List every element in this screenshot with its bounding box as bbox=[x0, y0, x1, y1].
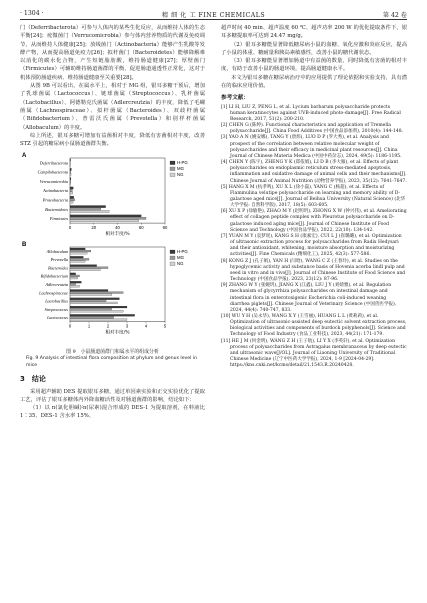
running-header bbox=[20, 8, 407, 20]
references-heading: 参考文献： bbox=[221, 95, 249, 102]
plot-frame bbox=[70, 158, 165, 223]
bar bbox=[70, 286, 80, 288]
bar bbox=[70, 265, 97, 267]
x-tick-label: 1 bbox=[87, 324, 91, 330]
bar bbox=[70, 178, 71, 180]
category-label: Adlercreutzia bbox=[45, 282, 68, 288]
x-tick-label: 20 bbox=[91, 225, 97, 231]
panel-label: B bbox=[22, 242, 27, 249]
bar bbox=[70, 319, 127, 321]
bar bbox=[70, 251, 91, 253]
bar bbox=[70, 206, 106, 208]
category-label: Bacteroides bbox=[48, 265, 68, 271]
bar bbox=[70, 311, 123, 313]
bar bbox=[70, 307, 127, 309]
legend-swatch bbox=[170, 161, 175, 165]
bar bbox=[70, 300, 106, 302]
category-label: Verrucomicrobia bbox=[39, 179, 68, 185]
bar bbox=[70, 317, 114, 319]
x-tick-label: 4 bbox=[144, 324, 148, 330]
body-paragraph: 本文为银耳多糖在糖尿病治疗中的应用提供了理论依据和实验支持，具有潜在的临床应用价值。 bbox=[221, 74, 407, 90]
bar bbox=[70, 218, 146, 220]
bar bbox=[70, 199, 75, 201]
category-label: Firmicutes bbox=[49, 216, 68, 222]
bar bbox=[70, 269, 100, 271]
legend-swatch bbox=[170, 167, 175, 171]
legend-label: MG bbox=[177, 255, 184, 261]
bar bbox=[70, 211, 109, 213]
bar bbox=[70, 171, 71, 173]
journal-name: 精 细 化 工 FINE CHEMICALS bbox=[161, 12, 266, 19]
bar bbox=[70, 159, 71, 161]
figure-caption-cn: 图 9 小鼠肠道菌群门和属水平的组成分析 bbox=[66, 349, 159, 356]
x-axis-label: 相对丰度/% bbox=[105, 232, 130, 238]
body-paragraph: 综上所述，银耳多糖可增加有益菌相对丰度，降低有害菌相对丰度，改善 STZ 引起的糖尿病小鼠肠道菌群失衡。 bbox=[20, 132, 205, 148]
reference-item: [3] YAO A N (姚安娜), TANG Y (唐炜), LUO D P (罗大秀), et al. Analysis and prospect of the correlation between relative molecular weight of polysaccharides and their efficacy in medicinal plant resources[J]. China Journal of Chinese Materia Medica (中国中药杂志), 2024, 49(5): 1186-1195. bbox=[221, 135, 402, 159]
category-label: Proteobacteria bbox=[42, 197, 68, 203]
bar bbox=[70, 315, 135, 317]
reference-item: [6] XU X P (徐敏艳), ZHAO M Y (赵明玥), ZHONG X W (钟兴伟), et al. Ameliorating effect of collagen peptide complex with Pleurotus polysaccharide on D-galactose induced aging mice[J]. Journal of Chinese Institute of Food Science and Technology (中国食品学报), 2022, 22(10): 134-142. bbox=[221, 209, 407, 233]
category-label: Campilobacterota bbox=[37, 170, 68, 176]
legend-swatch bbox=[170, 256, 175, 260]
category-label: Actinobacteria bbox=[43, 188, 68, 194]
reference-item: [4] CHEN Y (陈宇), ZHENG Y K (郑依娟), LI D B (李大雁), et al. Effects of plant polysaccharides on endoplasmic reticulum stress-mediated apoptosis, inflammation and oxidative damage of animal cells and their mechanisms[J]. Chinese Journal of Animal Nutrition (动物营养学报), 2023, 35(12): 7641-7647. bbox=[221, 160, 407, 184]
bar bbox=[70, 202, 73, 204]
x-tick-label: 0 bbox=[68, 225, 72, 231]
bar bbox=[70, 309, 112, 311]
bar bbox=[70, 215, 141, 217]
bar bbox=[70, 290, 108, 292]
left-column bbox=[20, 24, 205, 421]
category-label: Lachnospiraceae bbox=[39, 290, 68, 296]
legend-label: NG bbox=[177, 261, 184, 267]
bar bbox=[70, 298, 119, 300]
section-title: 3 结论 bbox=[20, 375, 46, 384]
bar bbox=[70, 302, 118, 304]
bar bbox=[70, 180, 71, 182]
bar bbox=[70, 174, 71, 176]
bar bbox=[70, 284, 76, 286]
body-paragraph: 门（Deferribacterota）可参与人体内的某些生化反应，从而维持人体的生态平衡[24]；疣微菌门（Verrucomicrobia）参与体内营养物质的代谢及免疫调节，从而维持人体健康[25]；放线菌门（Actinobacteria）能够产生乳酸等发酵产物，从而提高肠道免疫力[26]；拟杆菌门（Bacteroidetes）能够降解难以消化的碳水化合物，产生短链脂肪酸，维持肠道健康[27]；厚壁菌门（Firmicutes）可辅助维持肠道菌群的平衡，促进肠道通透性正常化，这对于机体预防肠道疾病、维持肠道健康至关重要[28]。 bbox=[20, 25, 205, 81]
bar bbox=[70, 169, 71, 171]
body-paragraph: 从图 9B 可以看出，在属水平上，相对于 MG 组，银耳多糖干预后，增加了乳球菌属（Lactococcus）、链球菌属（Streptococcus）、乳杆菌属（Lactobacillus）、阿德勒克氏菌属（Adlercreutzia）的丰度，降低了毛螺菌属（Lachnospiraceae）、拟杆菌属（Bacteroides）、双歧杆菌属（Bifidobacterium）、普雷沃氏菌属（Prevotella）和别样杆菌属（Allobaculum）的丰度。 bbox=[20, 83, 205, 131]
legend-swatch bbox=[170, 262, 175, 266]
x-tick-label: 80 bbox=[162, 225, 168, 231]
reference-item: [2] CHEN G (陈婷). Functional characteristics and application of Tremella polysaccharide[J]. China Food Additives (中国食品添加剂), 2010(4): 144-148. bbox=[221, 123, 404, 135]
figure-9-chart bbox=[20, 151, 205, 347]
legend-label: H-PG bbox=[177, 249, 188, 255]
bar bbox=[70, 192, 73, 194]
category-label: Lactococcus bbox=[47, 315, 68, 321]
panel-label: A bbox=[22, 153, 27, 160]
x-tick-label: 40 bbox=[115, 225, 120, 231]
bar bbox=[70, 248, 85, 250]
bar bbox=[70, 273, 76, 275]
bar bbox=[70, 208, 101, 210]
x-tick-label: 5 bbox=[163, 324, 167, 330]
legend-label: MG bbox=[177, 166, 184, 172]
bar bbox=[70, 282, 81, 284]
bar bbox=[70, 187, 73, 189]
figure-9 bbox=[20, 151, 205, 369]
bar bbox=[70, 183, 71, 185]
category-label: Prevotella bbox=[50, 257, 68, 263]
bar bbox=[70, 278, 78, 280]
bar bbox=[70, 257, 83, 259]
bar bbox=[70, 220, 139, 222]
bar bbox=[70, 294, 112, 296]
reference-item: [7] YUAN M Y (袁梦瑶), KANG S H (康素宏), CUI L J (崔璐璐), et al. Optimization of ultrasonic extraction process for polysaccharides from Radix Hedysari and their antioxidant, whitening, moisture absorption and moisturizing activities[J]. Fine Chemicals (精细化工), 2025, 42(3): 577-586. bbox=[221, 233, 402, 258]
bar bbox=[70, 190, 72, 192]
bar bbox=[70, 197, 74, 199]
bar bbox=[70, 261, 85, 263]
x-tick-label: 0 bbox=[68, 324, 72, 330]
x-tick-label: 60 bbox=[138, 225, 144, 231]
legend-label: H-PG bbox=[177, 160, 188, 166]
reference-item: [5] HANG X M (杭孝鸣), XU X L (徐小磊), YANG C (杨超), et al. Effects of Flammulina velutipe polysaccharide on learning and memory ability of D-galactose aged mice[J]. Journal of Beihua University (Natural Science) (北华大学学报: 自然科学版), 2017, 18(5): 603-605. bbox=[221, 184, 406, 209]
conclusion-paragraph: 采用超声辅助 DES 提取银耳多糖，通过单因素实验和正交实验优化了提取工艺，评估了银耳多糖体内外降血糖活性及对肠道菌群的影响，结论如下： bbox=[20, 388, 205, 403]
bar bbox=[70, 253, 87, 255]
bar bbox=[70, 292, 123, 294]
right-column bbox=[221, 24, 407, 369]
reference-item: [10] WU Y H (吴永华), WANG X Y (王雪丽), HUANG L L (黄莉莉), et al. Optimization of ultrasonic-assisted deep eutectic solvent extraction process, biological activities and components of burdock polyphenols[J]. Science and Technology of Food Industry (食品工业科技), 2023, 44(21): 171-179. bbox=[221, 313, 407, 338]
body-paragraph: （3）银耳多糖能显著增加肠道中有益菌的数量，同时降低有害菌的相对丰度，有助于改善小鼠的肠道环境，提高肠道健康水平。 bbox=[221, 58, 407, 73]
category-label: Lactobacillus bbox=[45, 299, 68, 305]
category-label: Streptococcus bbox=[44, 307, 68, 313]
reference-item: [8] KONG Z J (孔子娟), YAN H (闫晗), WANG C Z (王春玲), et al. Studies on the hypoglycemic activity and substance basis of Hovenia acerba lindl pulp and seed in vitro and in vivo[J]. Journal of Chinese Institute of Food Science and Technology (中国食品学报), 2023, 23(12): 87-96. bbox=[221, 258, 406, 283]
category-label: Bacteroidetes bbox=[45, 207, 68, 213]
x-tick-label: 2 bbox=[106, 324, 110, 330]
reference-item: [11] HE J M (何金明), WANG Z H (王子航), LI Y X (李英轩), et al. Optimization process of polysaccharides from Astragalus membranaceus by deep eutectic and ultrasonic wave[J/OL]. Journal of Liaoning University of Traditional Chinese Medicine (辽宁中医药大学学报), 2024, 1-9 [2024-04-29]. https://kns.cnki.net/kcms/detail/21.1543.R.20240428. bbox=[221, 338, 407, 369]
bar bbox=[70, 275, 80, 277]
legend-swatch bbox=[170, 173, 175, 177]
figure-caption-en: Fig. 9 Analysis of intestinal flora composition at phylum and genus level in mice bbox=[26, 356, 198, 368]
x-tick-label: 3 bbox=[125, 324, 129, 330]
category-label: Deferribacterota bbox=[39, 160, 68, 166]
volume-label: 第 42 卷 bbox=[382, 12, 407, 19]
legend-swatch bbox=[170, 250, 175, 254]
body-paragraph: （2）银耳多糖能显著降低糖尿病小鼠的血糖、氧化应激和炎症反应，提高了小鼠的体重、糖耐量和胰岛素敏感性，改善小鼠的糖代谢状态。 bbox=[221, 41, 407, 56]
category-label: Allobaculum bbox=[46, 249, 68, 255]
category-label: Bifidobacterium bbox=[40, 274, 68, 280]
legend-label: NG bbox=[177, 172, 184, 178]
bar bbox=[70, 259, 89, 261]
reference-item: [1] LI H, LIU Z, PENG L, et al. Lycium barbarum polysaccharide protects human keratinocytes against UVB-induced photo-damage[J]. Free Radical Research, 2017, 51(2): 200-210. bbox=[221, 104, 401, 122]
page-number: · 1304 · bbox=[20, 10, 44, 17]
reference-list bbox=[221, 105, 407, 370]
body-paragraph: 超声时间 40 min、超声温度 60 ℃、超声功率 200 W 的优化提取条件下，银耳多糖提取率可达到 24.47 mg/g。 bbox=[221, 25, 407, 40]
bar bbox=[70, 267, 108, 269]
reference-item: [9] ZHANG W Y (张婉玥), JIANG X (江鑫), LIU J Y (刘婧雅), et al. Regulation mechanism of glycyrrhiza polysaccharides on intestinal damage and intestinal flora in enterotoxigenic Escherichia coli-induced weaning diarrhea piglets[J]. Chinese Journal of Veterinary Science (中国兽医学报), 2024, 44(4): 740-747, 833. bbox=[221, 283, 397, 313]
x-axis-label: 相对丰度/% bbox=[105, 331, 130, 337]
conclusion-paragraph: （1）以 n(氯化胆碱)∶n(尿素)混合形成的 DES-1 为提取溶剂，在料液比 1∶35、DES-1 含水率 15%、 bbox=[20, 405, 205, 420]
